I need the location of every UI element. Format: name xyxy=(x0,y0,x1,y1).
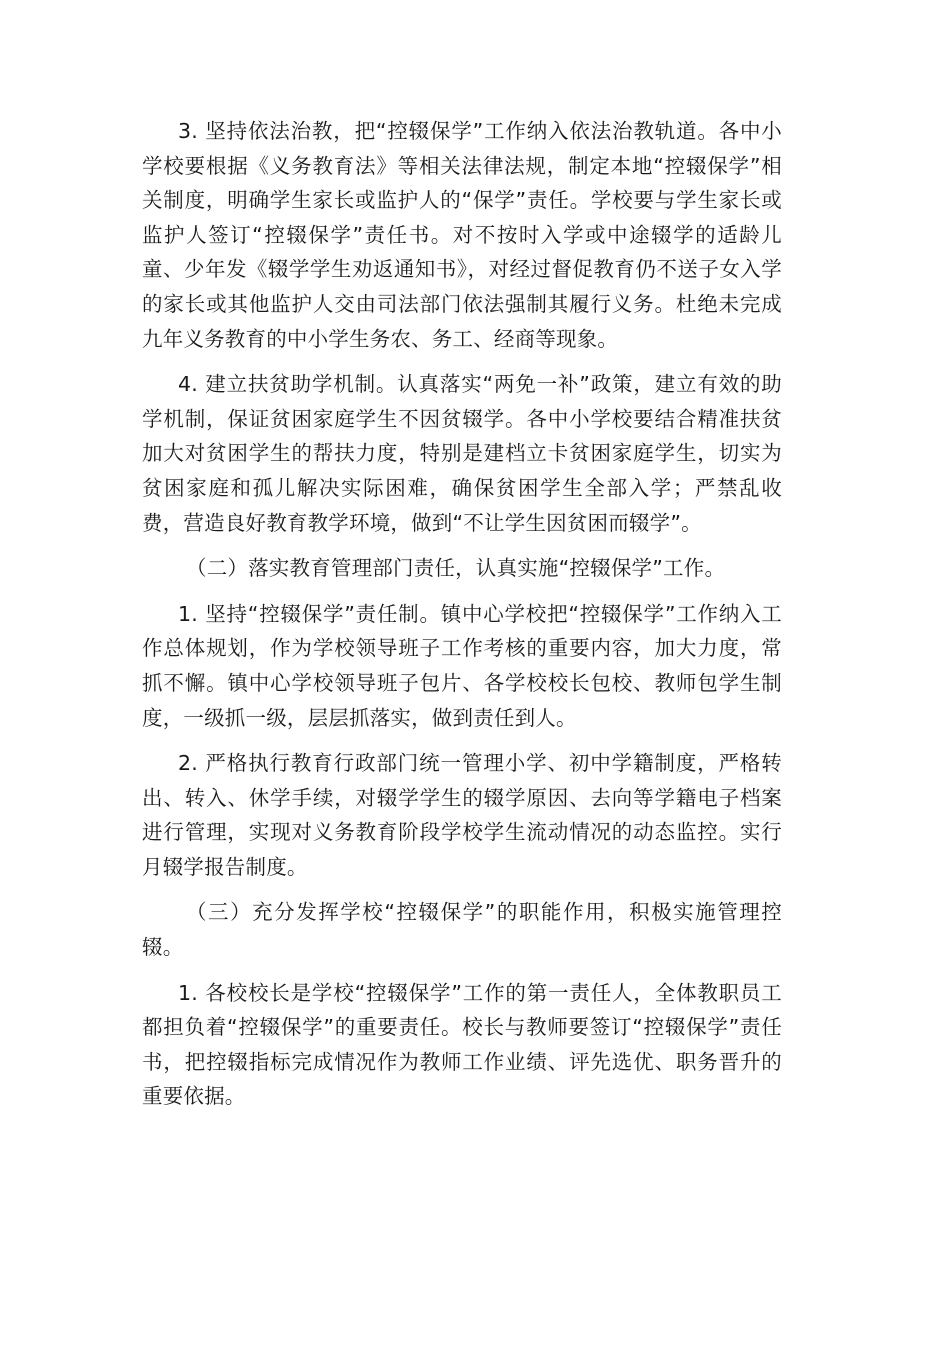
paragraph-principal-responsibility: 1. 各校校长是学校“控辍保学”工作的第一责任人，全体教职员工都担负着“控辍保学”的重要责任。校长与教师要签订“控辍保学”责任书，把控辍指标完成情况作为教师工作业绩、评先选优、职务晋升的重要依据。 xyxy=(142,980,782,1109)
paragraph-poverty-aid: 4. 建立扶贫助学机制。认真落实“两免一补”政策，建立有效的助学机制，保证贫困家庭学生不因贫辍学。各中小学校要结合精准扶贫加大对贫困学生的帮扶力度，特别是建档立卡贫困家庭学生，切实为贫困家庭和孤儿解决实际困难，确保贫困学生全部入学；严禁乱收费，营造良好教育教学环境，做到“不让学生因贫困而辍学”。 xyxy=(142,372,782,535)
document-body xyxy=(142,114,782,1125)
paragraph-responsibility-system: 1. 坚持“控辍保学”责任制。镇中心学校把“控辍保学”工作纳入工作总体规划，作为学校领导班子工作考核的重要内容，加大力度，常抓不懈。镇中心学校领导班子包片、各学校校长包校、教师包学生制度，一级抓一级，层层抓落实，做到责任到人。 xyxy=(142,601,782,730)
paragraph-rule-of-law: 3. 坚持依法治教，把“控辍保学”工作纳入依法治教轨道。各中小学校要根据《义务教育法》等相关法律法规，制定本地“控辍保学”相关制度，明确学生家长或监护人的“保学”责任。学校要与学生家长或监护人签订“控辍保学”责任书。对不按时入学或中途辍学的适龄儿童、少年发《辍学学生劝返通知书》，对经过督促教育仍不送子女入学的家长或其他监护人交由司法部门依法强制其履行义务。杜绝未完成九年义务教育的中小学生务农、务工、经商等现象。 xyxy=(142,119,782,351)
section-heading-three: （三）充分发挥学校“控辍保学”的职能作用，积极实施管理控辍。 xyxy=(142,900,782,960)
section-heading-two: （二）落实教育管理部门责任，认真实施“控辍保学”工作。 xyxy=(186,556,726,581)
paragraph-student-registry: 2. 严格执行教育行政部门统一管理小学、初中学籍制度，严格转出、转入、休学手续，对辍学学生的辍学原因、去向等学籍电子档案进行管理，实现对义务教育阶段学校学生流动情况的动态监控。实行月辍学报告制度。 xyxy=(142,751,782,879)
